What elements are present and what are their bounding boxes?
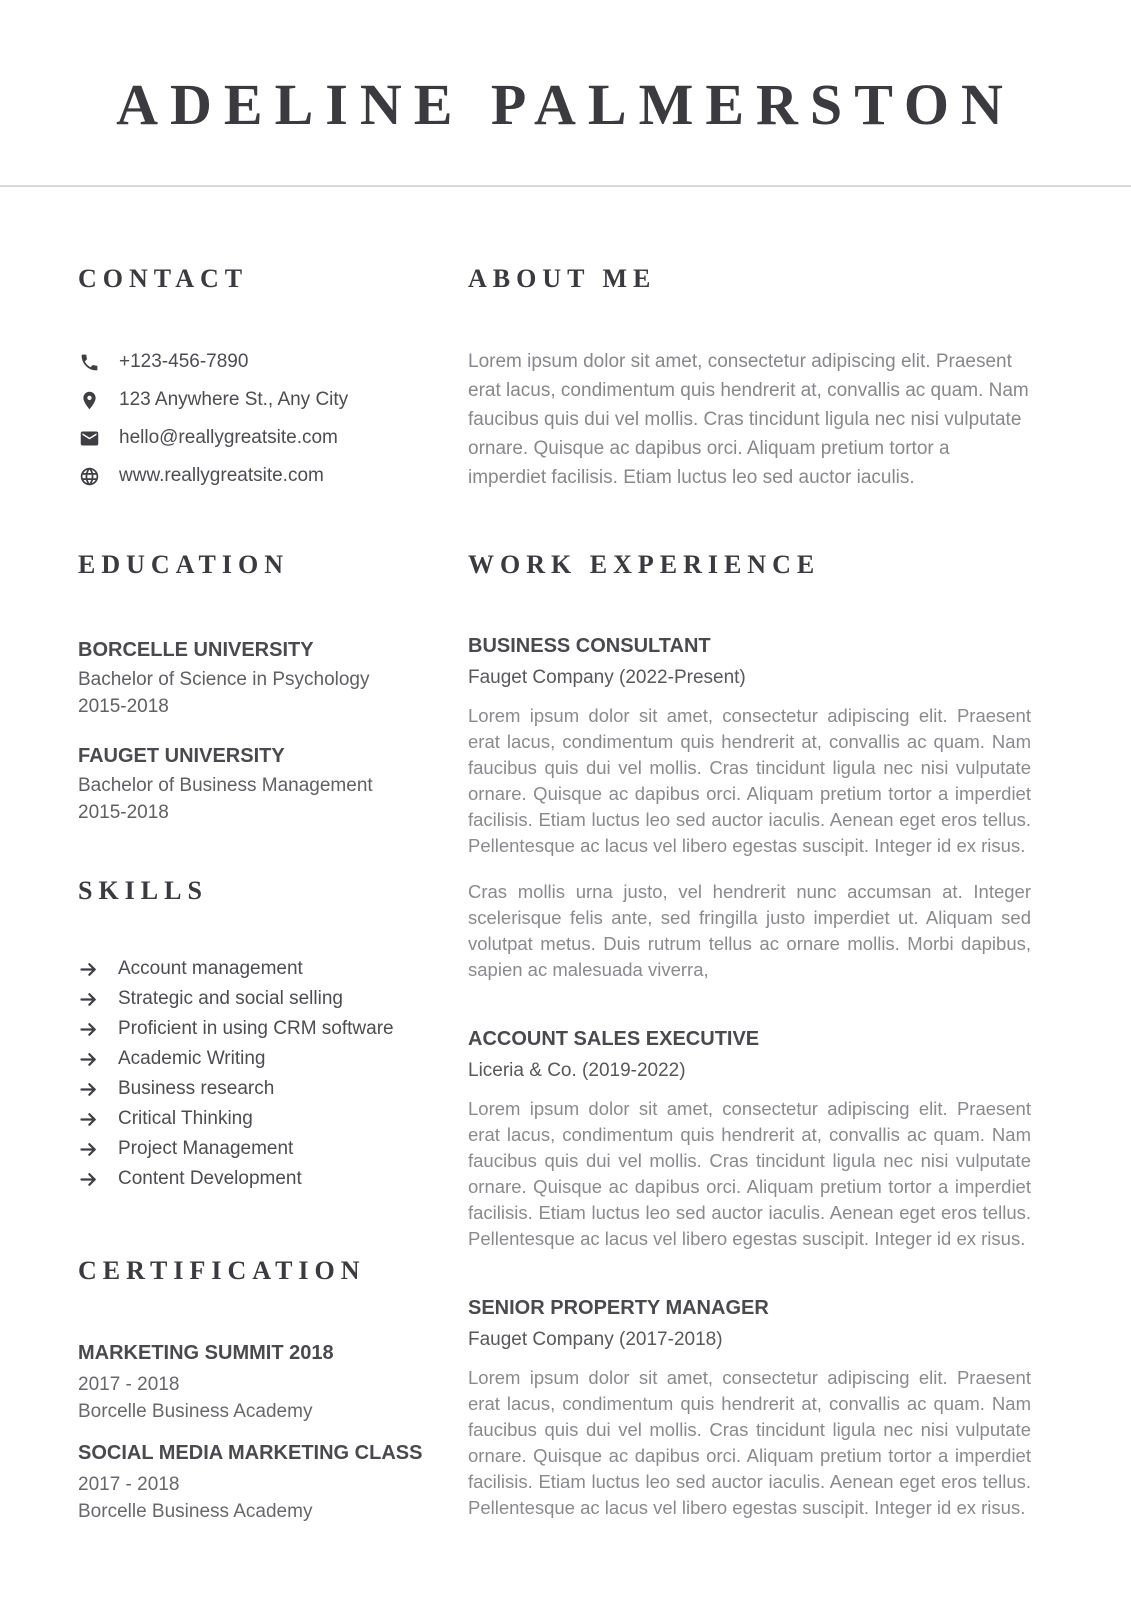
skill-item xyxy=(78,1044,430,1074)
skill-label: Business research xyxy=(118,1078,275,1099)
address: 123 Anywhere St., Any City xyxy=(119,389,349,410)
education-years: 2015-2018 xyxy=(78,802,169,823)
certification-entries xyxy=(78,1341,430,1525)
certification-title: MARKETING SUMMIT 2018 xyxy=(78,1342,334,1364)
about-section xyxy=(468,263,1031,492)
left-column xyxy=(78,263,430,1541)
degree: Bachelor of Business Management xyxy=(78,775,373,796)
arrow-right-icon xyxy=(78,958,100,980)
arrow-right-icon xyxy=(78,1168,100,1190)
certification-years: 2017 - 2018 xyxy=(78,1374,180,1395)
certification-org: Borcelle Business Academy xyxy=(78,1501,313,1522)
education-entry xyxy=(78,638,430,720)
contact-list xyxy=(78,351,430,487)
job-description: Lorem ipsum dolor sit amet, consectetur adipiscing elit. Praesent erat lacus, condimentum quis hendrerit at, convallis ac quam. Nam faucibus quis dui vel mollis. Cras tincidunt ligula nec nisi vulputate ornare. Quisque ac dapibus orci. Aliquam pretium tortor a imperdiet facilisis. Etiam luctus leo sed auctor iaculis. Aenean eget eros tellus. Pellentesque ac lacus vel libero egestas suscipit. Integer id ex risus. xyxy=(468,1367,1031,1518)
skill-label: Academic Writing xyxy=(118,1048,266,1069)
school-name: BORCELLE UNIVERSITY xyxy=(78,639,314,661)
work-experience-section xyxy=(468,549,1031,1521)
contact-item-email xyxy=(78,427,430,449)
education-entries xyxy=(78,638,430,826)
skill-label: Content Development xyxy=(118,1168,302,1189)
about-heading: ABOUT ME xyxy=(468,264,657,293)
education-entry xyxy=(78,744,430,826)
skill-label: Project Management xyxy=(118,1138,294,1159)
skill-item xyxy=(78,984,430,1014)
phone-number: +123-456-7890 xyxy=(119,351,249,372)
arrow-right-icon xyxy=(78,988,100,1010)
certification-heading: CERTIFICATION xyxy=(78,1256,366,1285)
job-entry xyxy=(468,634,1031,983)
contact-item-phone xyxy=(78,351,430,373)
job-title: ACCOUNT SALES EXECUTIVE xyxy=(468,1028,760,1050)
arrow-right-icon xyxy=(78,1138,100,1160)
contact-item-address xyxy=(78,389,430,411)
job-description: Cras mollis urna justo, vel hendrerit nunc accumsan at. Integer scelerisque felis ante, sed fringilla justo imperdiet ut. Aliquam sed volutpat metus. Duis rutrum tellus ac ornare mollis. Morbi dapibus, sapien ac malesuada viverra, xyxy=(468,881,1031,980)
skill-item xyxy=(78,1074,430,1104)
skill-item xyxy=(78,1104,430,1134)
arrow-right-icon xyxy=(78,1078,100,1100)
job-description: Lorem ipsum dolor sit amet, consectetur adipiscing elit. Praesent erat lacus, condimentum quis hendrerit at, convallis ac quam. Nam faucibus quis dui vel mollis. Cras tincidunt ligula nec nisi vulputate ornare. Quisque ac dapibus orci. Aliquam pretium tortor a imperdiet facilisis. Etiam luctus leo sed auctor iaculis. Aenean eget eros tellus. Pellentesque ac lacus vel libero egestas suscipit. Integer id ex risus. xyxy=(468,705,1031,856)
certification-entry xyxy=(78,1441,430,1525)
contact-section xyxy=(78,263,430,487)
content-columns xyxy=(0,187,1131,1541)
education-heading: EDUCATION xyxy=(78,550,289,579)
certification-org: Borcelle Business Academy xyxy=(78,1401,313,1422)
job-description: Lorem ipsum dolor sit amet, consectetur adipiscing elit. Praesent erat lacus, condimentum quis hendrerit at, convallis ac quam. Nam faucibus quis dui vel mollis. Cras tincidunt ligula nec nisi vulputate ornare. Quisque ac dapibus orci. Aliquam pretium tortor a imperdiet facilisis. Etiam luctus leo sed auctor iaculis. Aenean eget eros tellus. Pellentesque ac lacus vel libero egestas suscipit. Integer id ex risus. xyxy=(468,1098,1031,1249)
job-company: Liceria & Co. (2019-2022) xyxy=(468,1060,686,1081)
mail-icon xyxy=(78,427,100,449)
work-experience-heading: WORK EXPERIENCE xyxy=(468,550,821,579)
contact-heading: CONTACT xyxy=(78,264,249,293)
school-name: FAUGET UNIVERSITY xyxy=(78,745,285,767)
job-title: BUSINESS CONSULTANT xyxy=(468,635,711,657)
certification-years: 2017 - 2018 xyxy=(78,1474,180,1495)
skill-label: Account management xyxy=(118,958,303,979)
job-entry xyxy=(468,1296,1031,1521)
skills-list xyxy=(78,954,430,1194)
globe-icon xyxy=(78,465,100,487)
job-company: Fauget Company (2022-Present) xyxy=(468,667,746,688)
education-years: 2015-2018 xyxy=(78,696,169,717)
skill-item xyxy=(78,954,430,984)
certification-section xyxy=(78,1255,430,1525)
skill-item xyxy=(78,1134,430,1164)
right-column xyxy=(468,263,1031,1541)
skill-label: Proficient in using CRM software xyxy=(118,1018,394,1039)
skill-label: Strategic and social selling xyxy=(118,988,343,1009)
certification-title: SOCIAL MEDIA MARKETING CLASS xyxy=(78,1442,423,1464)
arrow-right-icon xyxy=(78,1108,100,1130)
degree: Bachelor of Science in Psychology xyxy=(78,669,370,690)
contact-item-website xyxy=(78,465,430,487)
certification-entry xyxy=(78,1341,430,1425)
job-list xyxy=(468,634,1031,1521)
about-text: Lorem ipsum dolor sit amet, consectetur adipiscing elit. Praesent erat lacus, condimentum quis hendrerit at, convallis ac quam. Nam faucibus quis dui vel mollis. Cras tincidunt ligula nec nisi vulputate ornare. Quisque ac dapibus orci. Aliquam pretium tortor a imperdiet facilisis. Etiam luctus leo sed auctor iaculis. xyxy=(468,351,1029,488)
skills-heading: SKILLS xyxy=(78,876,208,905)
education-section xyxy=(78,549,430,826)
arrow-right-icon xyxy=(78,1048,100,1070)
email-address: hello@reallygreatsite.com xyxy=(119,427,338,448)
skill-item xyxy=(78,1164,430,1194)
job-company: Fauget Company (2017-2018) xyxy=(468,1329,723,1350)
job-entry xyxy=(468,1027,1031,1252)
arrow-right-icon xyxy=(78,1018,100,1040)
location-icon xyxy=(78,389,100,411)
phone-icon xyxy=(78,351,100,373)
skill-label: Critical Thinking xyxy=(118,1108,253,1129)
page-title: ADELINE PALMERSTON xyxy=(116,72,1015,137)
skills-section xyxy=(78,875,430,1194)
website-url: www.reallygreatsite.com xyxy=(119,465,324,486)
skill-item xyxy=(78,1014,430,1044)
job-title: SENIOR PROPERTY MANAGER xyxy=(468,1297,769,1319)
